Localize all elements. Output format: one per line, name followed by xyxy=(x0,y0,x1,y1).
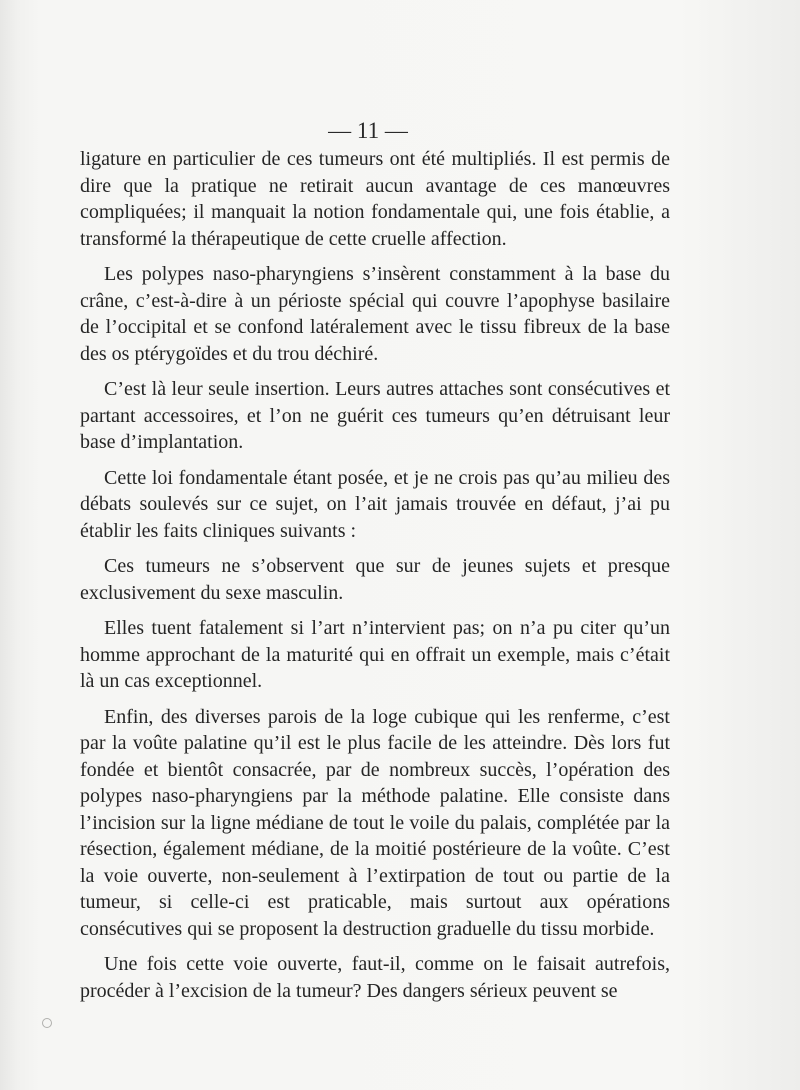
paragraph: Les polypes naso-pharyngiens s’insèrent constamment à la base du crâne, c’est-à-dire à un périoste spécial qui couvre l’apophyse basilaire de l’occipital et se confond latéralement avec le tissu fibreux de la base des os ptérygoïdes et du trou déchiré. xyxy=(80,263,670,365)
body-text xyxy=(80,146,670,1013)
paragraph-continuation: ligature en particulier de ces tumeurs ont été multipliés. Il est permis de dire que la pratique ne retirait aucun avantage de ces manœuvres compliquées; il manquait la notion fondamentale qui, une fois établie, a transformé la thérapeutique de cette cruelle affection. xyxy=(80,148,670,250)
page-number: — 11 — xyxy=(328,118,408,143)
paragraph: Ces tumeurs ne s’observent que sur de jeunes sujets et presque exclusivement du sexe masculin. xyxy=(80,555,670,604)
paragraph: Cette loi fondamentale étant posée, et je ne crois pas qu’au milieu des débats soulevés sur ce sujet, on l’ait jamais trouvée en défaut, j’ai pu établir les faits cliniques suivants : xyxy=(80,466,670,542)
paper-blemish xyxy=(42,1018,52,1028)
paragraph: Elles tuent fatalement si l’art n’intervient pas; on n’a pu citer qu’un homme approchant de la maturité qui en offrait un exemple, mais c’était là un cas exceptionnel. xyxy=(80,617,670,692)
paragraph: Enfin, des diverses parois de la loge cubique qui les renferme, c’est par la voûte palatine qu’il est le plus facile de les atteindre. Dès lors fut fondée et bientôt consacrée, par de nombreux succès, l’opération des polypes naso-pharyngiens par la méthode palatine. Elle consiste dans l’incision sur la ligne médiane de tout le voile du palais, complétée par la résection, également médiane, de la moitié postérieure de la voûte. C’est la voie ouverte, non-seulement à l’extirpation de tout ou partie de la tumeur, si celle-ci est praticable, mais surtout aux opérations consécutives qui se proposent la destruction graduelle du tissu morbide. xyxy=(80,705,670,940)
paragraph: Une fois cette voie ouverte, faut-il, comme on le faisait autrefois, procéder à l’excision de la tumeur? Des dangers sérieux peuvent se xyxy=(80,953,670,1002)
paragraph: C’est là leur seule insertion. Leurs autres attaches sont consécutives et partant accessoires, et l’on ne guérit ces tumeurs qu’en détruisant leur base d’implantation. xyxy=(80,378,670,453)
